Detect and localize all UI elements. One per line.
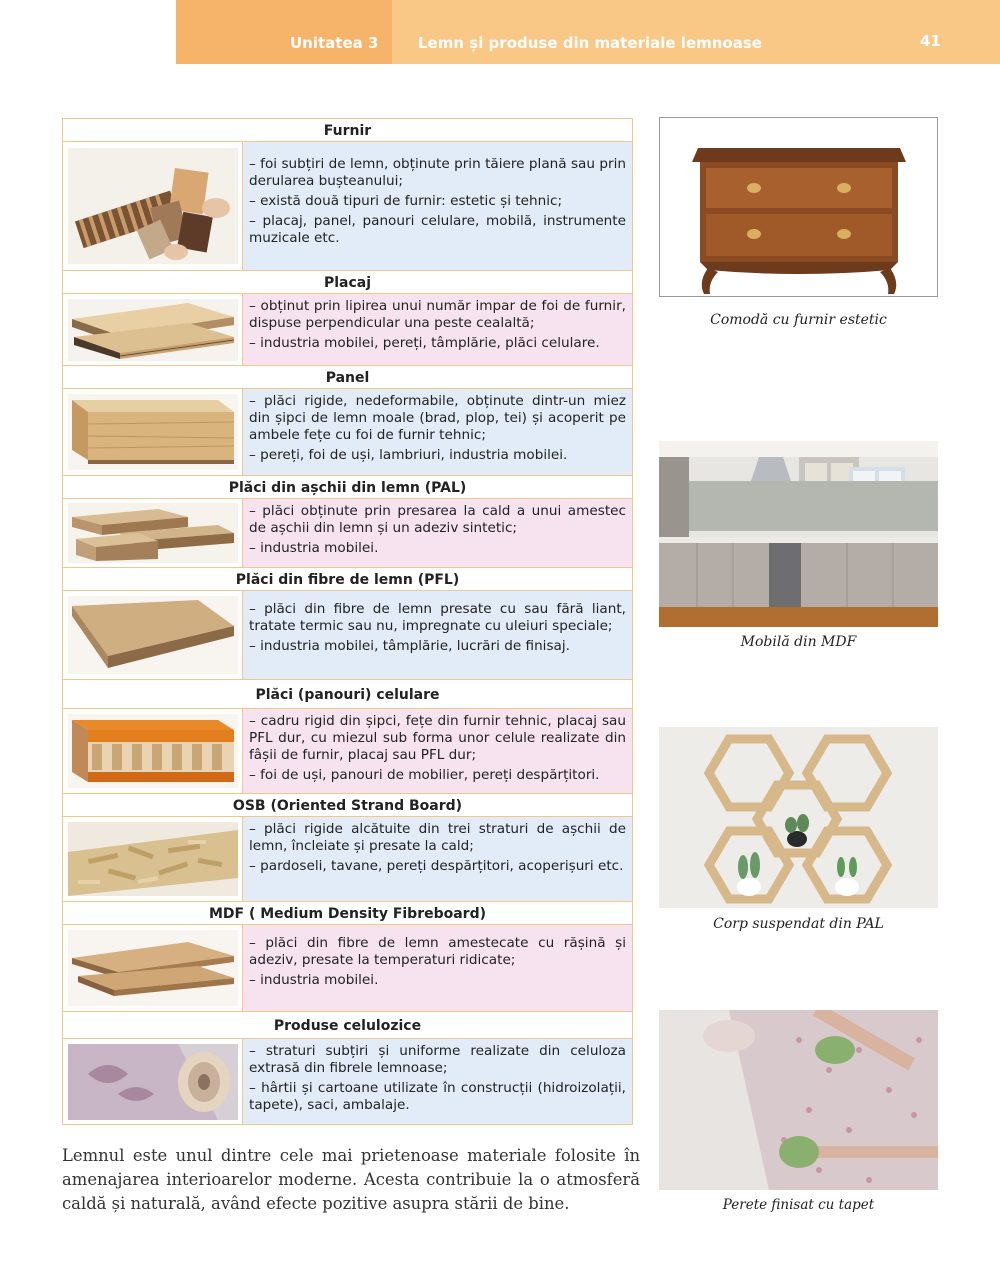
panel-image [63,389,243,475]
section-title-pal: Plăci din așchii din lemn (PAL) [62,475,633,499]
section-desc-osb [243,817,632,901]
section-row-osb [62,817,633,901]
pal-line-1: – plăci obținute prin presarea la cald a unui amestec de așchii din lemn și un adeziv sintetic; [249,503,626,536]
section-row-furnir [62,142,633,270]
mdf-line-1: – plăci din fibre de lemn amestecate cu rășină și adeziv, presate la temperaturi ridicate; [249,935,626,968]
kitchen-photo [659,441,938,627]
section-title-mdf: MDF ( Medium Density Fibreboard) [62,901,633,925]
caption-shelves: Corp suspendat din PAL [713,916,884,932]
caption-dresser: Comodă cu furnir estetic [710,312,887,328]
section-desc-celulozice [243,1039,632,1124]
osb-line-1: – plăci rigide alcătuite din trei straturi de așchii de lemn, încleiate și presate la cald; [249,821,626,854]
celulare-line-1: – cadru rigid din șipci, fețe din furnir tehnic, placaj sau PFL dur, cu miezul sub forma unor celule realizate din fâșii de furnir, placaj sau PFL dur; [249,713,626,763]
section-desc-placaj [243,294,632,365]
section-row-celulare [62,709,633,793]
panel-line-2: – pereți, foi de uși, lambriuri, industria mobilei. [249,447,568,463]
placaj-line-1: – obținut prin lipirea unui număr impar de foi de furnir, dispuse perpendicular una peste cealaltă; [249,298,626,331]
mdf-line-2: – industria mobilei. [249,972,379,988]
header-unit-band [176,0,392,64]
celulozice-line-2: – hârtii și cartoane utilizate în construcții (hidroizolații, tapete), saci, ambalaje. [249,1080,626,1113]
section-desc-pal [243,499,632,567]
section-title-osb: OSB (Oriented Strand Board) [62,793,633,817]
section-title-panel: Panel [62,365,633,389]
unit-label: Unitatea 3 [290,34,379,52]
pal-line-2: – industria mobilei. [249,540,379,556]
honeycomb-panel-image [63,709,243,793]
section-row-celulozice [62,1039,633,1125]
pfl-line-2: – industria mobilei, tâmplărie, lucrări de finisaj. [249,638,570,654]
intro-paragraph: Lemnul este unul dintre cele mai prietenoase materiale folosite în amenajarea interioarelor moderne. Acesta contribuie la o atmosferă caldă și naturală, având efecte pozitive asupra stării de bine. [62,1146,640,1213]
section-row-placaj [62,294,633,365]
section-row-mdf [62,925,633,1011]
header-title-band [392,0,1000,64]
section-row-panel [62,389,633,475]
furnir-line-3: – placaj, panel, panouri celulare, mobilă, instrumente muzicale etc. [249,213,626,246]
panel-line-1: – plăci rigide, nedeformabile, obținute dintr-un miez din șipci de lemn moale (brad, plop, tei) și acoperit pe ambele fețe cu foi de furnir tehnic; [249,393,626,443]
wallpaper-roll-image [63,1039,243,1124]
section-row-pfl [62,591,633,679]
furnir-line-1: – foi subțiri de lemn, obținute prin tăiere plană sau prin derularea bușteanului; [249,156,626,189]
osb-image [63,817,243,901]
section-desc-celulare [243,709,632,793]
section-row-pal [62,499,633,567]
pfl-line-1: – plăci din fibre de lemn presate cu sau fără liant, tratate termic sau nu, impregnate cu uleiuri speciale; [249,601,626,634]
chapter-title: Lemn și produse din materiale lemnoase [418,34,762,52]
wallpaper-photo [659,1010,938,1190]
osb-line-2: – pardoseli, tavane, pereți despărțitori, acoperișuri etc. [249,858,624,874]
section-desc-mdf [243,925,632,1011]
celulare-line-2: – foi de uși, panouri de mobilier, pereți despărțitori. [249,767,600,783]
section-title-pfl: Plăci din fibre de lemn (PFL) [62,567,633,591]
section-title-celulare: Plăci (panouri) celulare [62,679,633,709]
fibreboard-image [63,591,243,679]
celulozice-line-1: – straturi subțiri și uniforme realizate din celuloza extrasă din fibrele lemnoase; [249,1043,626,1076]
veneer-image [63,142,243,270]
page-number: 41 [920,32,941,50]
section-desc-panel [243,389,632,475]
section-desc-pfl [243,591,632,679]
plywood-image [63,294,243,365]
dresser-photo [659,117,938,297]
caption-kitchen: Mobilă din MDF [740,634,857,650]
placaj-line-2: – industria mobilei, pereți, tâmplărie, plăci celulare. [249,335,600,351]
section-title-placaj: Placaj [62,270,633,294]
mdf-image [63,925,243,1011]
caption-wallpaper: Perete finisat cu tapet [722,1197,875,1213]
section-title-furnir: Furnir [62,118,633,142]
furnir-line-2: – există două tipuri de furnir: estetic și tehnic; [249,193,563,209]
section-title-celulozice: Produse celulozice [62,1011,633,1039]
shelves-photo [659,727,938,908]
section-desc-furnir [243,142,632,270]
materials-table [62,118,633,1125]
particleboard-image [63,499,243,567]
